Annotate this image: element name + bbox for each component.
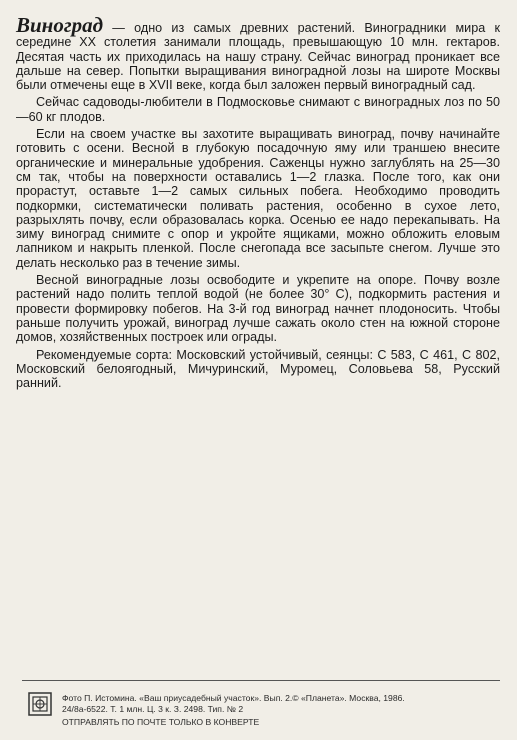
mail-note: ОТПРАВЛЯТЬ ПО ПОЧТЕ ТОЛЬКО В КОНВЕРТЕ — [62, 717, 260, 727]
print-credits — [62, 693, 492, 715]
credits-line-2: 24/8а-6522. Т. 1 млн. Ц. 3 к. З. 2498. Тип. № 2 — [62, 704, 244, 714]
footer-divider — [22, 680, 500, 681]
paragraph-spring-care: Весной виноградные лозы освободите и укрепите на опоре. Почву возле растений надо полить теплой водой (не более 30° С), подкормить растения и провести формировку побегов. На 3-й год виноград начнет плодоносить. Чтобы раньше получить урожай, виноград лучше сажать около стен на южной стороне домов, хозяйственных построек или ограды. — [16, 273, 500, 345]
paragraph-planting-care: Если на своем участке вы захотите выращивать виноград, почву начинайте готовить с осени. Весной в глубокую посадочную яму или траншею внесите органические и минеральные удобрения. Саженцы нужно заглублять на 25—30 см так, чтобы на поверхности оставались 1—2 глазка. После того, как они прорастут, оставьте 1—2 самых сильных побега. Необходимо проводить подкормки, систематически поливать растения, особенно в сухое лето, разрыхлять почву, если образовалась корка. Осенью ее надо перекапывать. На зиму виноград снимите с опор и укройте ящиками, можно обложить еловым лапником и накрыть пленкой. После снегопада все засыпьте снегом. Лучше это делать несколько раз в течение зимы. — [16, 127, 500, 270]
paragraph-yield: Сейчас садоводы-любители в Подмосковье снимают с виноградных лоз по 50—60 кг плодов. — [16, 95, 500, 124]
lead-paragraph — [16, 13, 500, 93]
lead-text: — одно из самых древних растений. Виноградники мира к середине XX столетия занимали площадь, превышающую 10 млн. гектаров. Десятая часть их приходилась на нашу страну. Сейчас виноград проникает все дальше на север. Попытки выращивания виноградной лозы на широте Москвы были отмечены еще в XVII веке, когда был заложен первый виноградный сад. — [16, 21, 500, 93]
article-body — [16, 13, 500, 393]
paragraph-varieties: Рекомендуемые сорта: Московский устойчивый, сеянцы: С 583, С 461, С 802, Московский белоягодный, Мичуринский, Муромец, Соловьева 58, Русский ранний. — [16, 347, 500, 391]
article-title: Виноград — [16, 13, 104, 37]
publisher-logo-icon — [28, 692, 52, 721]
credits-line-1: Фото П. Истомина. «Ваш приусадебный участок». Вып. 2.© «Планета». Москва, 1986. — [62, 693, 405, 703]
